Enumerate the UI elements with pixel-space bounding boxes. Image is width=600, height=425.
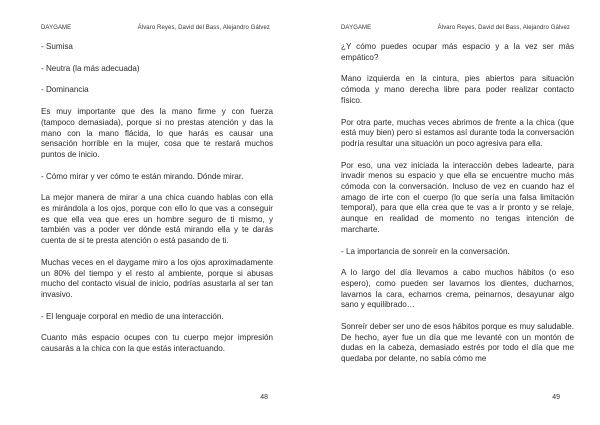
paragraph: Por eso, una vez iniciada la interacción debes ladearte, para invadir menos su espacio y que ella se encuentre mucho más cómoda con la conversación. Incluso de vez en cuando haz el amago de irte con el cuerpo (lo que sería una falsa limitación temporal), para que ella crea que te vas a ir pronto y se relaje, aunque en realidad de momento no tengas intención de marcharte.: [341, 160, 574, 234]
paragraph: - La importancia de sonreír en la conversación.: [341, 246, 510, 256]
book-title: DAYGAME: [341, 25, 372, 31]
paragraph: - El lenguaje corporal en medio de una interacción.: [41, 311, 224, 321]
page-number: 48: [260, 394, 268, 401]
paragraph: Cuanto más espacio ocupes con tu cuerpo mejor impresión causarás a la chica con la que estás interactuando.: [41, 333, 273, 354]
paragraph: - Neutra (la más adecuada): [41, 63, 140, 73]
paragraph: Muchas veces en el daygame miro a los ojos aproximadamente un 80% del tiempo y el resto al ambiente, porque si abusas mucho del contacto visual de inicio, podrías asustarla al ser tan invasivo.: [41, 257, 273, 299]
page-body: [41, 42, 273, 366]
paragraph: - Cómo mirar y ver cómo te están mirando. Dónde mirar.: [41, 171, 244, 181]
paragraph: A lo largo del día llevamos a cabo muchos hábitos (o eso espero), como pueden ser lavarnos los dientes, ducharnos, lavarnos la cara, echarnos crema, peinarnos, desayunar algo sano y equilibrado…: [341, 268, 574, 310]
paragraph: Es muy importante que des la mano firme y con fuerza (tampoco demasiada), porque si no prestas atención y das la mano con la mano flácida, lo que harás es causar una sensación horrible en la mujer, cosa que te restará muchos puntos de inicio.: [41, 107, 273, 159]
paragraph: Mano izquierda en la cintura, pies abiertos para situación cómoda y mano derecha libre para poder realizar contacto físico.: [341, 74, 574, 105]
book-authors: Álvaro Reyes, David del Bass, Alejandro Gálvez: [137, 25, 270, 31]
paragraph: La mejor manera de mirar a una chica cuando hablas con ella es mirándola a los ojos, porque con ello lo que vas a conseguir es que ella vea que eres un hombre seguro de ti mismo, y también vas a poder ver dónde está mirando ella y te darás cuenta de si te presta atención o está pasando de ti.: [41, 193, 273, 246]
paragraph: - Dominancia: [41, 85, 89, 95]
right-page: [300, 0, 600, 425]
page-number: 49: [552, 394, 560, 401]
book-title: DAYGAME: [41, 25, 72, 31]
book-authors: Álvaro Reyes, David del Bass, Alejandro Gálvez: [437, 25, 570, 31]
paragraph: ¿Y cómo puedes ocupar más espacio y a la vez ser más empático?: [341, 42, 574, 62]
paragraph: Por otra parte, muchas veces abrimos de frente a la chica (que está muy bien) pero si estamos así durante toda la conversación podría resultar una situación un poco agresiva para ella.: [341, 117, 574, 148]
paragraph: - Sumisa: [41, 42, 73, 51]
paragraph: Sonreír deber ser uno de esos hábitos porque es muy saludable. De hecho, ayer fue un día que me levanté con un montón de dudas en la cabeza, demasiado estrés por todo el día que me quedaba por delante, no sabía cómo me: [341, 322, 574, 364]
page-body: [341, 42, 574, 376]
